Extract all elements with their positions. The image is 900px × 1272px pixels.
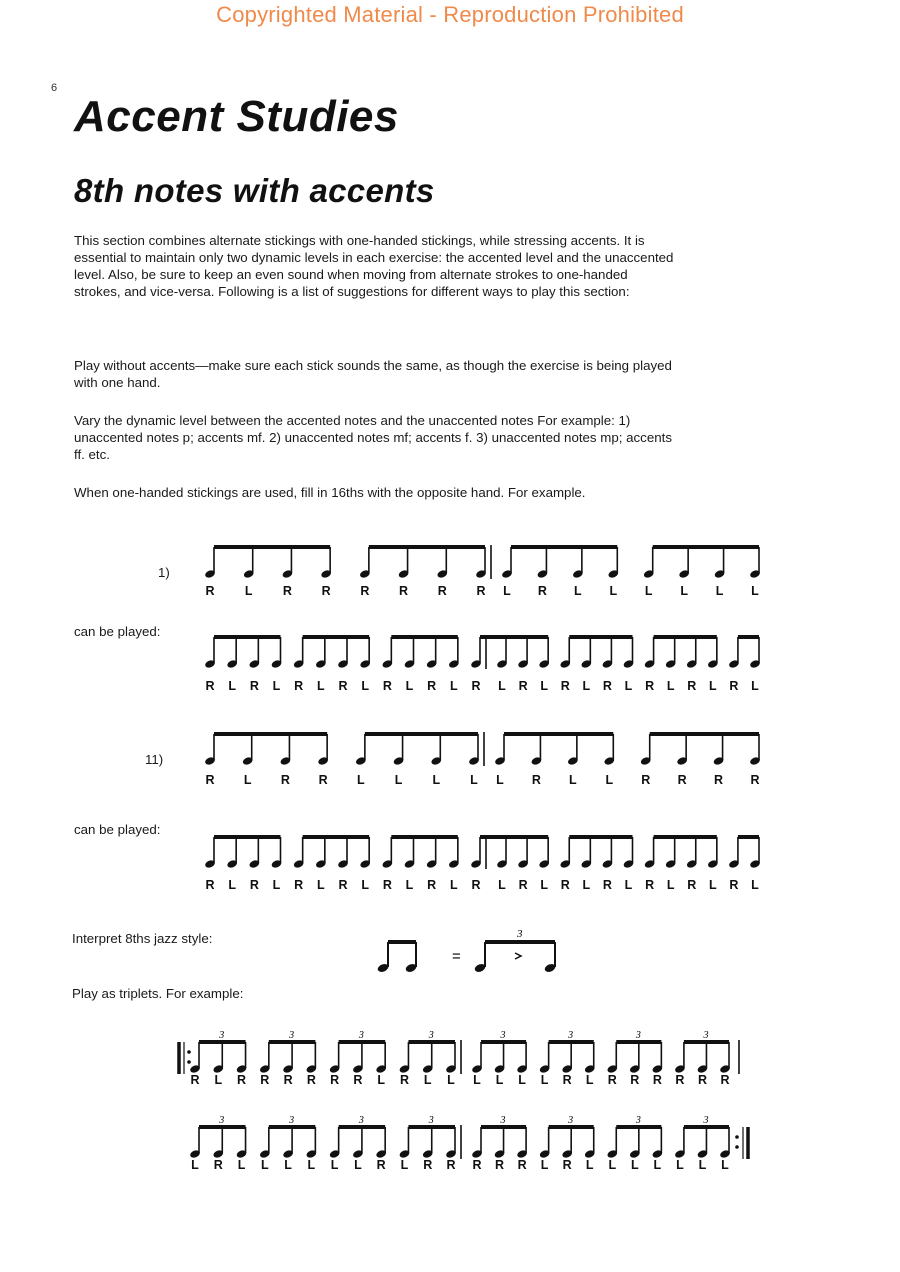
sticking-letter: L	[540, 1073, 549, 1087]
sticking-letter: L	[698, 1158, 707, 1172]
sticking-letter: R	[360, 584, 370, 598]
triplet-marker: 3	[500, 1115, 506, 1126]
sticking-letter: L	[228, 679, 236, 693]
sticking-letter: L	[709, 679, 717, 693]
sticking-letter: R	[330, 1073, 340, 1087]
triplet-marker: 3	[219, 1030, 225, 1041]
sticking-letter: R	[205, 878, 215, 892]
sticking-letter: L	[237, 1158, 246, 1172]
sticking-letter: R	[427, 878, 437, 892]
sticking-letter: R	[280, 773, 290, 787]
sticking-letter: R	[495, 1158, 505, 1172]
sticking-letter: L	[715, 584, 724, 598]
sticking-letter: R	[518, 878, 528, 892]
triplet-marker: 3	[428, 1115, 434, 1126]
triplet-marker: 3	[219, 1115, 225, 1126]
sticking-letter: R	[562, 1073, 572, 1087]
sticking-letter: L	[582, 679, 591, 693]
sticking-letter: L	[423, 1073, 432, 1087]
triplet-marker: 3	[500, 1030, 506, 1041]
sticking-letter: R	[260, 1073, 270, 1087]
exercise-1-alt-sticking	[200, 679, 790, 699]
page-title: Accent Studies	[74, 92, 399, 141]
sticking-letter: R	[729, 878, 739, 892]
repeat-dot	[735, 1135, 739, 1139]
triplet-marker: 3	[703, 1030, 709, 1041]
sticking-letter: R	[446, 1158, 456, 1172]
sticking-letter: R	[750, 773, 760, 787]
sticking-letter: R	[697, 1073, 707, 1087]
triplet-marker: 3	[289, 1115, 295, 1126]
exercise-11-label: 11)	[145, 752, 164, 767]
sticking-letter: L	[361, 878, 369, 892]
sticking-letter: L	[666, 679, 675, 693]
sticking-letter: R	[190, 1073, 200, 1087]
repeat-dot	[187, 1060, 191, 1064]
triplet-row-2-sticking	[185, 1158, 765, 1178]
sticking-letter: R	[382, 878, 392, 892]
sticking-letter: R	[720, 1073, 730, 1087]
sticking-letter: L	[496, 773, 504, 787]
sticking-letter: R	[294, 878, 304, 892]
sticking-letter: L	[473, 1073, 481, 1087]
sticking-letter: L	[518, 1073, 526, 1087]
sticking-letter: R	[382, 679, 392, 693]
exercise-11-notation	[200, 722, 790, 772]
triplet-marker: 3	[635, 1115, 641, 1126]
sticking-letter: L	[585, 1158, 594, 1172]
sticking-letter: L	[605, 773, 614, 787]
sticking-letter: L	[676, 1158, 684, 1172]
sticking-letter: L	[450, 878, 458, 892]
sticking-letter: R	[205, 773, 215, 787]
sticking-letter: R	[213, 1158, 223, 1172]
sticking-letter: L	[540, 679, 548, 693]
sticking-letter: L	[503, 584, 511, 598]
exercise-1-label: 1)	[158, 565, 170, 580]
triplet-label: Play as triplets. For example:	[72, 986, 244, 1001]
sticking-letter: L	[540, 1158, 549, 1172]
page-number: 6	[51, 82, 58, 94]
sticking-letter: R	[607, 1073, 617, 1087]
sticking-letter: R	[205, 679, 215, 693]
sticking-letter: R	[562, 1158, 572, 1172]
triplet-marker: 3	[568, 1030, 574, 1041]
sticking-letter: R	[471, 878, 481, 892]
sticking-letter: R	[471, 679, 481, 693]
equals-sign: =	[452, 948, 461, 965]
sticking-letter: L	[317, 679, 325, 693]
sticking-letter: L	[357, 773, 365, 787]
triplet-marker: 3	[635, 1030, 641, 1041]
sticking-letter: R	[423, 1158, 433, 1172]
sticking-letter: L	[585, 1073, 594, 1087]
sticking-letter: R	[321, 584, 331, 598]
sticking-letter: R	[517, 1158, 527, 1172]
sticking-letter: L	[260, 1158, 269, 1172]
exercise-11-alt-label: can be played:	[74, 822, 161, 837]
repeat-dot	[187, 1050, 191, 1054]
sticking-letter: L	[405, 878, 414, 892]
exercise-11-alt-notation	[200, 825, 790, 875]
sticking-letter: L	[644, 584, 653, 598]
triplet-marker: 3	[428, 1030, 434, 1041]
sticking-letter: R	[687, 679, 697, 693]
sticking-letter: L	[432, 773, 441, 787]
sticking-letter: R	[560, 878, 570, 892]
sticking-letter: L	[470, 773, 478, 787]
sticking-letter: R	[205, 584, 215, 598]
sticking-letter: L	[394, 773, 403, 787]
sticking-letter: L	[709, 878, 717, 892]
sticking-letter: L	[284, 1158, 292, 1172]
triplet-3-marker: 3	[517, 928, 523, 940]
triplet-marker: 3	[703, 1115, 709, 1126]
sticking-letter: R	[376, 1158, 386, 1172]
sticking-letter: R	[294, 679, 304, 693]
sticking-letter: L	[624, 679, 633, 693]
section-subtitle: 8th notes with accents	[74, 172, 435, 209]
sticking-letter: L	[666, 878, 675, 892]
triplet-marker: 3	[289, 1030, 295, 1041]
sticking-letter: L	[243, 773, 252, 787]
sticking-letter: R	[645, 878, 655, 892]
fill-16ths-paragraph: When one-handed stickings are used, fill in 16ths with the opposite hand. For example.	[74, 485, 586, 500]
sticking-letter: R	[306, 1073, 316, 1087]
sticking-letter: R	[282, 584, 292, 598]
sticking-letter: R	[249, 878, 259, 892]
sticking-letter: R	[237, 1073, 247, 1087]
exercise-1-notation	[200, 535, 790, 585]
sticking-letter: R	[353, 1073, 363, 1087]
sticking-letter: R	[714, 773, 724, 787]
sticking-letter: R	[427, 679, 437, 693]
sticking-letter: L	[540, 878, 548, 892]
exercise-1-alt-label: can be played:	[74, 624, 161, 639]
sticking-letter: R	[531, 773, 541, 787]
sticking-letter: R	[652, 1073, 662, 1087]
triplet-marker: 3	[358, 1030, 364, 1041]
sticking-letter: R	[338, 679, 348, 693]
sticking-letter: L	[751, 584, 759, 598]
sticking-letter: L	[214, 1073, 223, 1087]
sticking-letter: L	[377, 1073, 385, 1087]
sticking-letter: R	[437, 584, 447, 598]
sticking-letter: L	[405, 679, 414, 693]
exercise-11-alt-sticking	[200, 878, 790, 898]
exercise-1-sticking	[200, 584, 790, 604]
sticking-letter: R	[318, 773, 328, 787]
sticking-letter: L	[354, 1158, 362, 1172]
repeat-dot	[735, 1145, 739, 1149]
sticking-letter: L	[624, 878, 633, 892]
sticking-letter: L	[400, 1158, 409, 1172]
sticking-letter: L	[361, 679, 369, 693]
sticking-letter: R	[675, 1073, 685, 1087]
jazz-style-equivalence	[370, 925, 570, 975]
sticking-letter: L	[751, 878, 759, 892]
sticking-letter: R	[338, 878, 348, 892]
sticking-letter: R	[560, 679, 570, 693]
sticking-letter: R	[687, 878, 697, 892]
sticking-letter: L	[447, 1073, 455, 1087]
sticking-letter: R	[472, 1158, 482, 1172]
sticking-letter: R	[476, 584, 486, 598]
sticking-letter: L	[495, 1073, 504, 1087]
triplet-marker: 3	[568, 1115, 574, 1126]
dynamics-paragraph: Vary the dynamic level between the accented notes and the unaccented notes For example: 1) unaccented notes p; accents mf. 2) unaccented notes mf; accents f. 3) unaccented notes mp; accents ff. etc.	[74, 413, 672, 462]
intro-paragraph: This section combines alternate stickings with one-handed stickings, while stressing accents. It is essential to maintain only two dynamic levels in each exercise: the accented level and the unaccented level. Also, be sure to keep an even sound when moving from alternate strokes to one-handed strokes, and vice-versa. Following is a list of suggestions for different ways to play this section:	[74, 233, 674, 299]
sticking-letter: L	[330, 1158, 339, 1172]
sticking-letter: R	[249, 679, 259, 693]
jazz-style-label: Interpret 8ths jazz style:	[72, 931, 213, 946]
sticking-letter: R	[602, 878, 612, 892]
sticking-letter: L	[569, 773, 577, 787]
sticking-letter: L	[630, 1158, 639, 1172]
sticking-letter: L	[609, 584, 618, 598]
no-accent-paragraph: Play without accents—make sure each stick sounds the same, as though the exercise is being played with one hand.	[74, 358, 672, 390]
copyright-watermark: Copyrighted Material - Reproduction Prohibited	[216, 2, 684, 27]
sticking-letter: L	[228, 878, 236, 892]
sticking-letter: R	[729, 679, 739, 693]
exercise-11-sticking	[200, 773, 790, 793]
sticking-letter: R	[537, 584, 547, 598]
sticking-letter: L	[498, 679, 506, 693]
sticking-letter: L	[680, 584, 688, 598]
sticking-letter: L	[608, 1158, 617, 1172]
sticking-letter: R	[283, 1073, 293, 1087]
sticking-letter: R	[399, 1073, 409, 1087]
sticking-letter: R	[641, 773, 651, 787]
sticking-letter: L	[307, 1158, 316, 1172]
sticking-letter: R	[602, 679, 612, 693]
sticking-letter: R	[399, 584, 409, 598]
sticking-letter: L	[574, 584, 582, 598]
sticking-letter: R	[630, 1073, 640, 1087]
sticking-letter: L	[272, 878, 281, 892]
sticking-letter: L	[721, 1158, 729, 1172]
sticking-letter: R	[518, 679, 528, 693]
sticking-letter: L	[191, 1158, 199, 1172]
sticking-letter: L	[450, 679, 458, 693]
sticking-letter: R	[645, 679, 655, 693]
triplet-marker: 3	[358, 1115, 364, 1126]
sticking-letter: L	[582, 878, 591, 892]
sticking-letter: L	[317, 878, 325, 892]
sticking-letter: L	[272, 679, 281, 693]
triplet-row-1-sticking	[185, 1073, 765, 1093]
sticking-letter: L	[244, 584, 253, 598]
sticking-letter: L	[498, 878, 506, 892]
sticking-letter: L	[653, 1158, 662, 1172]
sticking-letter: R	[677, 773, 687, 787]
exercise-1-alt-notation	[200, 625, 790, 675]
sticking-letter: L	[751, 679, 759, 693]
